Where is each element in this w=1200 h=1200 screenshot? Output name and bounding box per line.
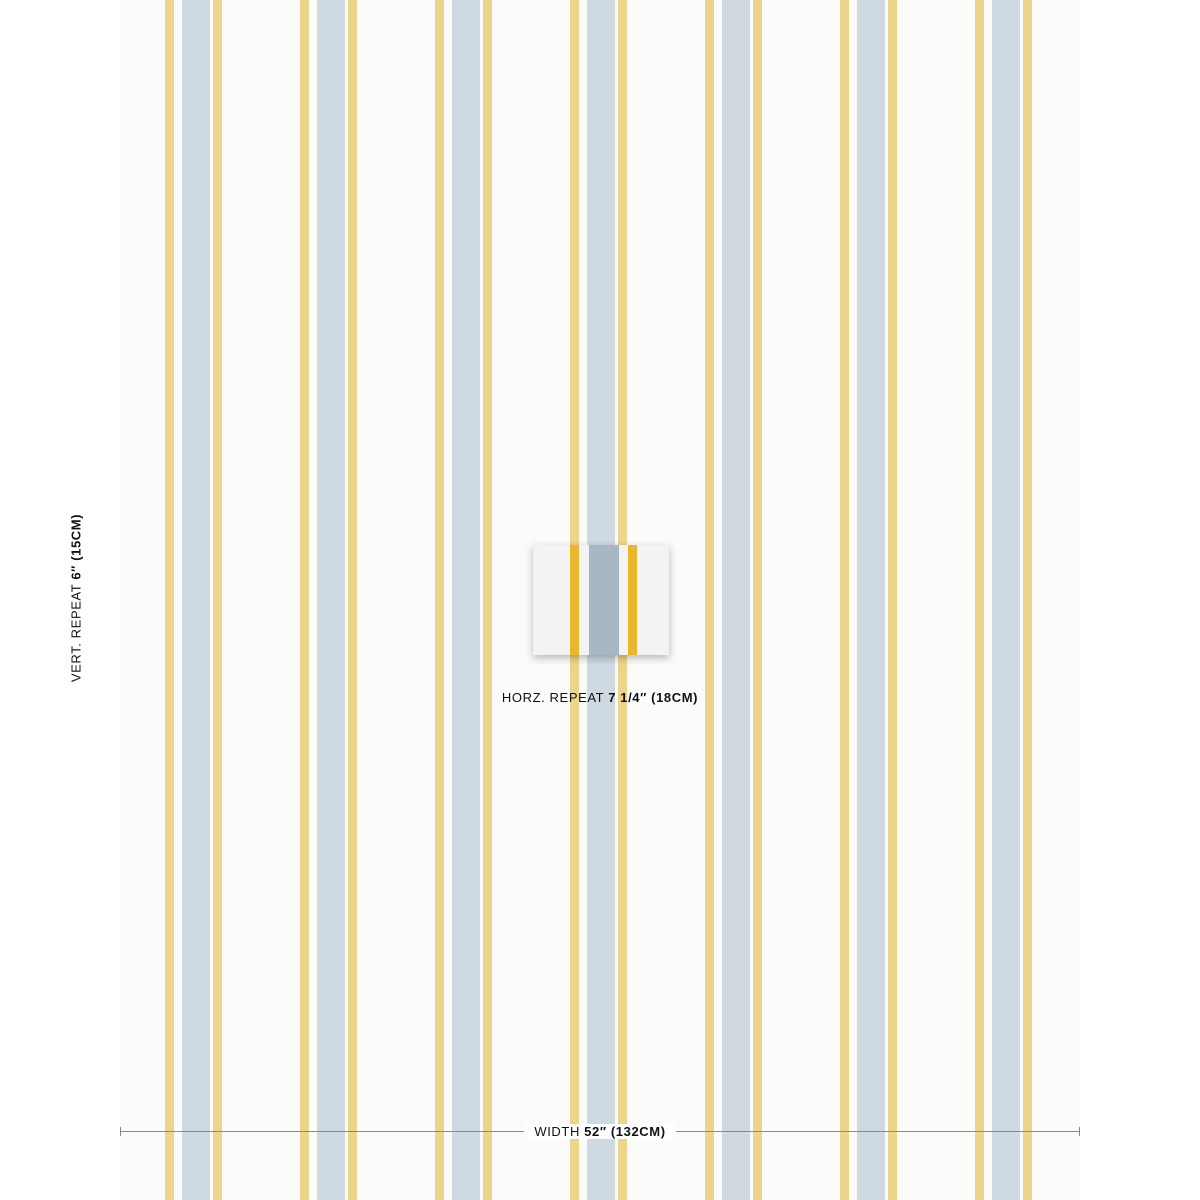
swatch-stripe-gold-right xyxy=(628,545,637,655)
stripe-gold xyxy=(975,0,984,1200)
stripe-gold xyxy=(213,0,222,1200)
vertical-repeat-label xyxy=(69,514,84,682)
stripe-gold xyxy=(840,0,849,1200)
horizontal-repeat-value: 7 1/4″ (18CM) xyxy=(608,690,699,705)
width-prefix: WIDTH xyxy=(534,1124,580,1139)
stripe-gold xyxy=(348,0,357,1200)
horizontal-repeat-label xyxy=(0,690,1200,705)
stripe-blue xyxy=(857,0,885,1200)
stripe-gold xyxy=(300,0,309,1200)
vertical-repeat-prefix: VERT. REPEAT xyxy=(68,583,84,683)
swatch-stripe-blue xyxy=(589,545,619,655)
stripe-gold xyxy=(435,0,444,1200)
stripe-blue xyxy=(452,0,480,1200)
swatch-stripe-gold-left xyxy=(570,545,579,655)
stripe-blue xyxy=(992,0,1020,1200)
stripe-gold xyxy=(483,0,492,1200)
stripe-blue xyxy=(722,0,750,1200)
stripe-gold xyxy=(753,0,762,1200)
stripe-gold xyxy=(165,0,174,1200)
vertical-repeat-value: 6″ (15CM) xyxy=(68,513,84,580)
stripe-gold xyxy=(1023,0,1032,1200)
horizontal-repeat-prefix: HORZ. REPEAT xyxy=(501,690,604,705)
stripe-gold xyxy=(888,0,897,1200)
width-value: 52″ (132CM) xyxy=(584,1124,666,1139)
width-label xyxy=(0,1124,1200,1139)
stripe-blue xyxy=(182,0,210,1200)
repeat-swatch xyxy=(533,545,669,655)
stripe-gold xyxy=(705,0,714,1200)
stripe-blue xyxy=(317,0,345,1200)
